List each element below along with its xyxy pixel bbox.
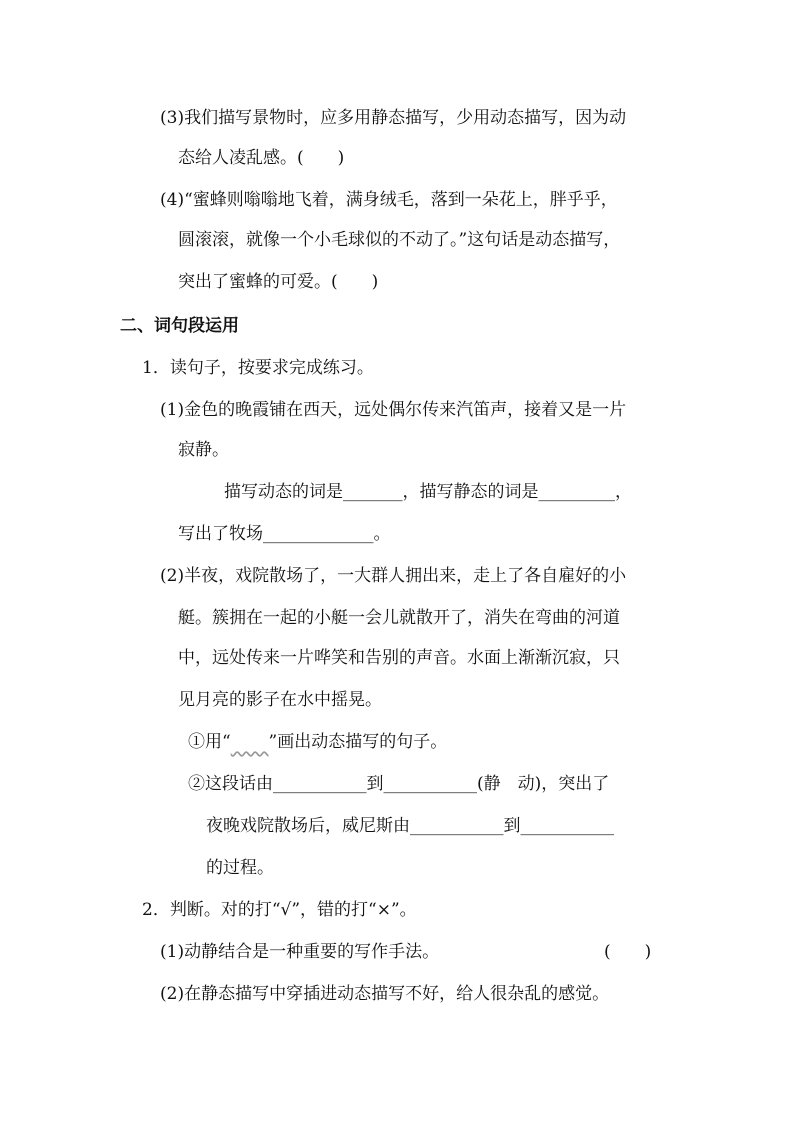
judgement-item-2: (2)在静态描写中穿插进动态描写不好，给人很杂乱的感觉。 — [160, 984, 610, 1004]
question-1-title: 1．读句子，按要求完成练习。 — [142, 358, 374, 378]
passage-1-blank-line-2: 写出了牧场_____________。 — [178, 524, 391, 544]
sub-question-2-line-2: 夜晚戏院散场后，威尼斯由___________到___________ — [206, 816, 614, 836]
judgement-item-1: (1)动静结合是一种重要的写作手法。 — [160, 942, 440, 962]
item-4-line-1: (4)“蜜蜂则嗡嗡地飞着，满身绒毛，落到一朵花上，胖乎乎， — [160, 190, 618, 210]
section-heading: 二、词句段运用 — [120, 316, 239, 336]
judgement-item-1-answer-parens: ( ) — [604, 942, 652, 962]
item-4-line-2: 圆滚滚，就像一个小毛球似的不动了。”这句话是动态描写， — [178, 230, 621, 250]
passage-1-line-2: 寂静。 — [178, 440, 229, 460]
sub-question-2-line-3: 的过程。 — [206, 858, 274, 878]
sub-question-1-suffix: ”画出动态描写的句子。 — [268, 732, 448, 752]
item-4-line-3: 突出了蜜蜂的可爱。( ) — [178, 272, 379, 292]
passage-1-line-1: (1)金色的晚霞铺在西天，远处偶尔传来汽笛声，接着又是一片 — [160, 400, 627, 420]
item-3-line-1: (3)我们描写景物时，应多用静态描写，少用动态描写，因为动 — [160, 108, 627, 128]
sub-question-1-prefix: ①用“ — [188, 732, 231, 752]
passage-2-line-1: (2)半夜，戏院散场了，一大群人拥出来，走上了各自雇好的小 — [160, 566, 627, 586]
question-2-title: 2．判断。对的打“√”，错的打“×”。 — [142, 900, 417, 920]
item-3-line-2: 态给人凌乱感。( ) — [178, 148, 345, 168]
wavy-line-mark — [231, 730, 269, 754]
passage-2-line-2: 艇。簇拥在一起的小艇一会儿就散开了，消失在弯曲的河道 — [178, 608, 620, 628]
sub-question-1 — [188, 730, 447, 754]
passage-1-blank-line-1: 描写动态的词是_______，描写静态的词是_________， — [224, 482, 632, 502]
passage-2-line-4: 见月亮的影子在水中摇晃。 — [178, 690, 382, 710]
sub-question-2-line-1: ②这段话由___________到___________(静 动)，突出了 — [188, 774, 610, 794]
passage-2-line-3: 中，远处传来一片哗笑和告别的声音。水面上渐渐沉寂，只 — [178, 648, 620, 668]
